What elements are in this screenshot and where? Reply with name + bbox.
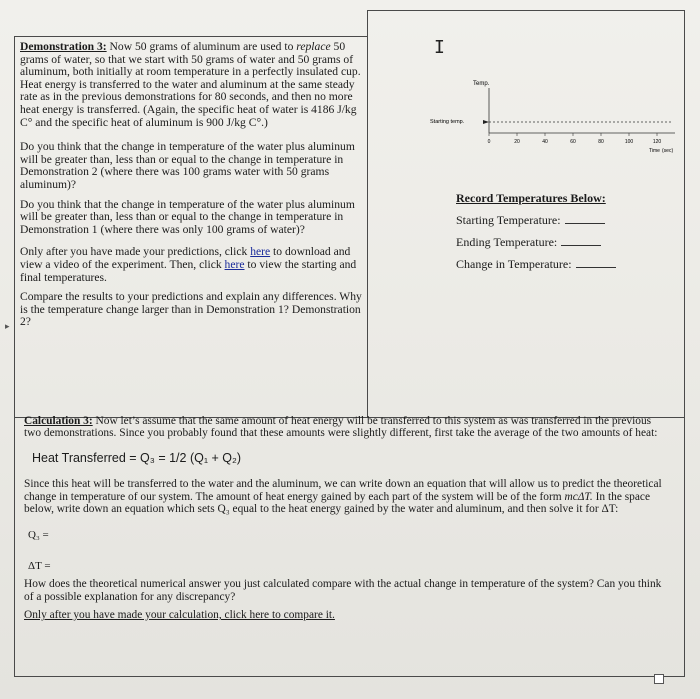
calculation-section <box>24 415 664 629</box>
delta-t-line: ΔT = <box>28 559 51 572</box>
x-tick-label: 100 <box>624 139 634 145</box>
record-ending-row: Ending Temperature: <box>456 231 616 253</box>
heat-equation: Heat Transferred = Q₃ = 1/2 (Q₁ + Q₂) <box>32 450 242 465</box>
text-cursor-icon: I <box>434 37 445 58</box>
calc-title: Calculation 3: <box>24 415 93 427</box>
calc-since: Since this heat will be transferred to the water and the aluminum, we can write down an equation that will allow us to predict the theoretical change in temperature of our system. The amount of heat energy gained by each part of the system will be of the form mcΔT. In the space below, write down an equation which sets Q₃ equal to the heat energy gained by the water and aluminum, and then solve it for ΔT: <box>24 478 662 516</box>
x-tick-label: 0 <box>487 139 491 145</box>
record-starting-row: Starting Temperature: <box>456 209 616 231</box>
demo-instructions: Only after you have made your predictions, click here to download and view a video of the experiment. Then, click here to view the starting and final temperatures. <box>20 245 357 284</box>
graph-x-ticks <box>488 133 662 145</box>
demo-question-1: Do you think that the change in temperature of the water plus aluminum will be greater than, less than or equal to the change in temperature in Demonstration 2 (where there was 100 grams water with 50 grams aluminum)? <box>20 140 355 191</box>
x-tick-label: 80 <box>598 139 604 145</box>
video-link[interactable]: here <box>250 245 271 259</box>
demo-question-2: Do you think that the change in temperature of the water plus aluminum will be greater than, less than or equal to the change in temperature in Demonstration 1 (where there was only 100 grams of water)? <box>20 197 355 236</box>
x-tick-label: 120 <box>652 139 662 145</box>
resize-handle-icon[interactable] <box>654 674 664 684</box>
record-title: Record Temperatures Below: <box>456 191 606 205</box>
x-tick-label: 60 <box>570 139 576 145</box>
calc-only-after[interactable]: Only after you have made your calculation, click here to compare it. <box>24 609 335 622</box>
start-arrow-icon <box>483 120 489 124</box>
graph-x-label-1: Time <box>649 148 660 154</box>
demo-compare: Compare the results to your predictions and explain any differences. Why is the temperature change larger than in Demonstration 1? Demonstration 2? <box>20 290 362 329</box>
demo-title: Demonstration 3: <box>20 40 107 53</box>
change-temp-blank <box>576 258 616 268</box>
record-change-row: Change in Temperature: <box>456 253 616 275</box>
graph-y-label: Temp. <box>473 81 490 87</box>
record-temperatures <box>456 187 616 275</box>
calc-intro: Calculation 3: Now let’s assume that the same amount of heat energy will be transferred to this system as was transferred in the previous two demonstrations. Since you probably found that these amounts were slightly different, first take the average of the two amounts of heat: <box>24 415 658 440</box>
demo-intro: Demonstration 3: Now 50 grams of aluminum are used to replace 50 grams of water, so that we start with 50 grams of water and 50 grams of aluminum, both initially at room temperature in a perfectly insulated cup. Heat energy is transferred to the water and aluminum at the same steady rate as in the previous demonstrations for 80 seconds, and then no more heat energy is transferred. (Again, the specific heat of water is 4186 J/kg C° and the specific heat of aluminum is 900 J/kg C°.) <box>20 40 361 129</box>
temperature-graph <box>425 30 680 160</box>
q3-line: Q₃ = <box>28 529 49 542</box>
demo-text-column <box>20 41 362 336</box>
temperatures-link[interactable]: here <box>224 257 245 271</box>
calc-how: How does the theoretical numerical answer you just calculated compare with the actual change in temperature of the system? Can you think of a possible explanation for any discrepancy? <box>24 578 662 603</box>
ending-temp-blank <box>561 236 601 246</box>
graph-start-label: Starting temp. <box>430 119 465 125</box>
margin-mark-icon: ▸ <box>5 321 10 331</box>
starting-temp-blank <box>565 214 605 224</box>
x-tick-label: 20 <box>514 139 520 145</box>
graph-x-label-2: (sec) <box>662 148 674 154</box>
x-tick-label: 40 <box>542 139 548 145</box>
